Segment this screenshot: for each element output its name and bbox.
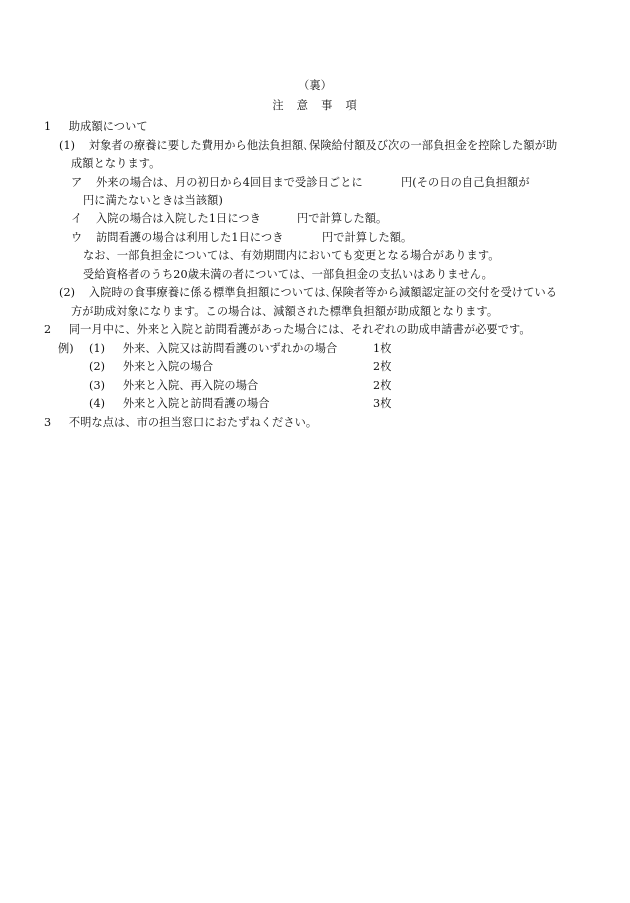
item-a-line-2: 円に満たないときは当該額) (83, 194, 223, 207)
item-u-text: 訪問看護の場合は利用した1日につき (95, 231, 284, 244)
item-1-1-number: (1) (59, 139, 76, 152)
section-3-number: 3 (44, 416, 52, 429)
section-3-line (44, 416, 317, 430)
example-number: (2) (89, 360, 106, 373)
example-number: (3) (89, 379, 106, 392)
item-a-line-1 (71, 176, 363, 190)
example-count: 3枚 (373, 397, 392, 410)
item-a-mark: ア (71, 176, 83, 189)
section-1-title: 助成額について (68, 120, 148, 133)
item-u-text-continued: 円で計算した額。 (322, 231, 413, 244)
note-under-20: 受給資格者のうち20歳未満の者については、一部負担金の支払いはありません。 (83, 268, 493, 281)
section-2-line (44, 323, 531, 337)
item-a-text-continued: 円(その日の自己負担額が (401, 176, 530, 189)
item-a-text: 外来の場合は、月の初日から4回目まで受診日ごとに (95, 176, 363, 189)
example-count: 1枚 (373, 342, 392, 355)
section-2-number: 2 (44, 323, 52, 336)
example-number: (1) (89, 342, 106, 355)
section-2-text: 同一月中に、外来と入院と訪問看護があった場合には、それぞれの助成申請書が必要です。 (68, 323, 531, 336)
item-1-2-number: (2) (59, 286, 76, 299)
example-count: 2枚 (373, 379, 392, 392)
example-text: 外来と入院と訪問看護の場合 (122, 397, 270, 410)
item-u-mark: ウ (71, 231, 83, 244)
example-row (89, 342, 337, 356)
note-copayment-change: なお、一部負担金については、有効期間内においても変更となる場合があります。 (83, 249, 500, 262)
example-text: 外来と入院、再入院の場合 (122, 379, 259, 392)
reverse-side-label: （裏） (298, 79, 332, 92)
item-1-2-line-1 (59, 286, 557, 300)
example-row (89, 360, 213, 374)
item-1-2-line-2: 方が助成対象になります。この場合は、減額された標準負担額が助成額となります。 (71, 305, 499, 318)
item-i-line (71, 212, 261, 226)
item-1-1-line-1 (59, 139, 557, 153)
section-1-number: 1 (44, 120, 52, 133)
item-1-1-text: 対象者の療養に要した費用から他法負担額､保険給付額及び次の一部負担金を控除した額が助 (88, 139, 558, 152)
item-i-text-continued: 円で計算した額。 (297, 212, 388, 225)
section-3-text: 不明な点は、市の担当窓口におたずねください。 (68, 416, 318, 429)
example-row (89, 397, 270, 411)
example-text: 外来、入院又は訪問看護のいずれかの場合 (122, 342, 338, 355)
example-label: 例) (58, 342, 74, 355)
section-1-heading (44, 120, 148, 134)
page-title: 注 意 事 項 (272, 99, 358, 112)
item-i-mark: イ (71, 212, 83, 225)
item-i-text: 入院の場合は入院した1日につき (95, 212, 261, 225)
item-u-line (71, 231, 284, 245)
item-1-1-line-2: 成額となります。 (71, 157, 161, 170)
example-number: (4) (89, 397, 106, 410)
item-1-2-text: 入院時の食事療養に係る標準負担額については､保険者等から減額認定証の交付を受けている (88, 286, 558, 299)
example-text: 外来と入院の場合 (122, 360, 214, 373)
example-row (89, 379, 258, 393)
example-count: 2枚 (373, 360, 392, 373)
